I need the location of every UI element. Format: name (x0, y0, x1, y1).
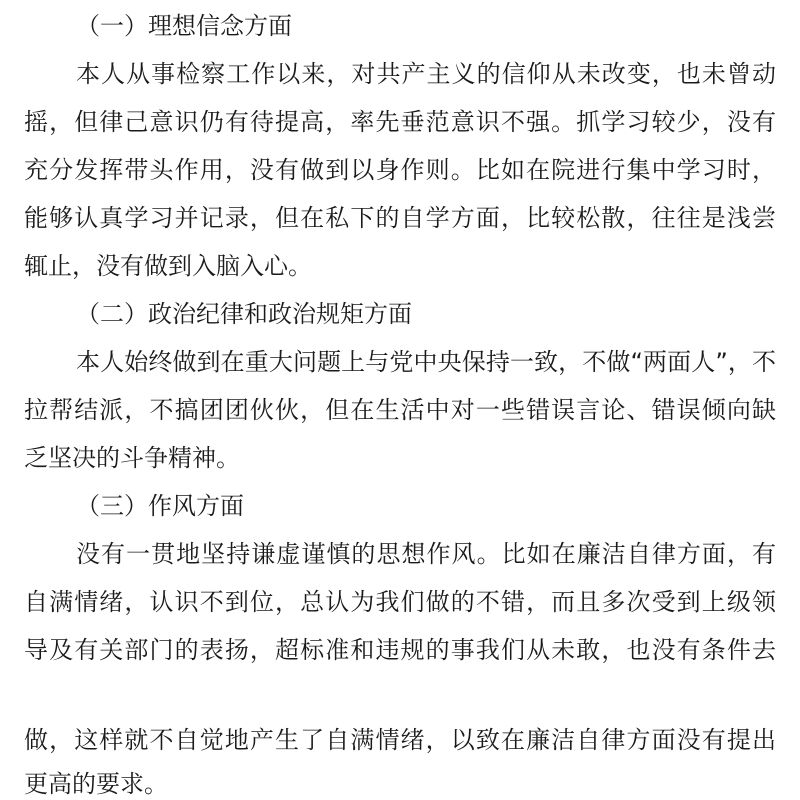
paragraph-line: 更高的要求。 (24, 770, 168, 798)
paragraph-line: 充分发挥带头作用，没有做到以身作则。比如在院进行集中学习时， (24, 156, 776, 184)
paragraph-line: 能够认真学习并记录，但在私下的自学方面，比较松散，往往是浅尝 (24, 204, 776, 232)
paragraph-line: 做，这样就不自觉地产生了自满情绪，以致在廉洁自律方面没有提出 (24, 726, 776, 754)
section-heading-2: （二）政治纪律和政治规矩方面 (76, 300, 412, 328)
paragraph-line: 乏坚决的斗争精神。 (24, 444, 240, 472)
paragraph-line: 辄止，没有做到入脑入心。 (24, 252, 312, 280)
section-heading-3: （三）作风方面 (76, 492, 244, 520)
section-heading-1: （一）理想信念方面 (76, 12, 292, 40)
paragraph-line: 摇，但律己意识仍有待提高，率先垂范意识不强。抓学习较少，没有 (24, 108, 776, 136)
paragraph-line: 拉帮结派，不搞团团伙伙，但在生活中对一些错误言论、错误倾向缺 (24, 396, 776, 424)
paragraph-line: 本人从事检察工作以来，对共产主义的信仰从未改变，也未曾动 (76, 60, 776, 88)
paragraph-line: 导及有关部门的表扬，超标准和违规的事我们从未敢，也没有条件去 (24, 636, 776, 664)
paragraph-line: 自满情绪，认识不到位，总认为我们做的不错，而且多次受到上级领 (24, 588, 776, 616)
paragraph-line: 没有一贯地坚持谦虚谨慎的思想作风。比如在廉洁自律方面，有 (76, 540, 776, 568)
paragraph-line: 本人始终做到在重大问题上与党中央保持一致，不做“两面人”，不 (76, 348, 776, 376)
